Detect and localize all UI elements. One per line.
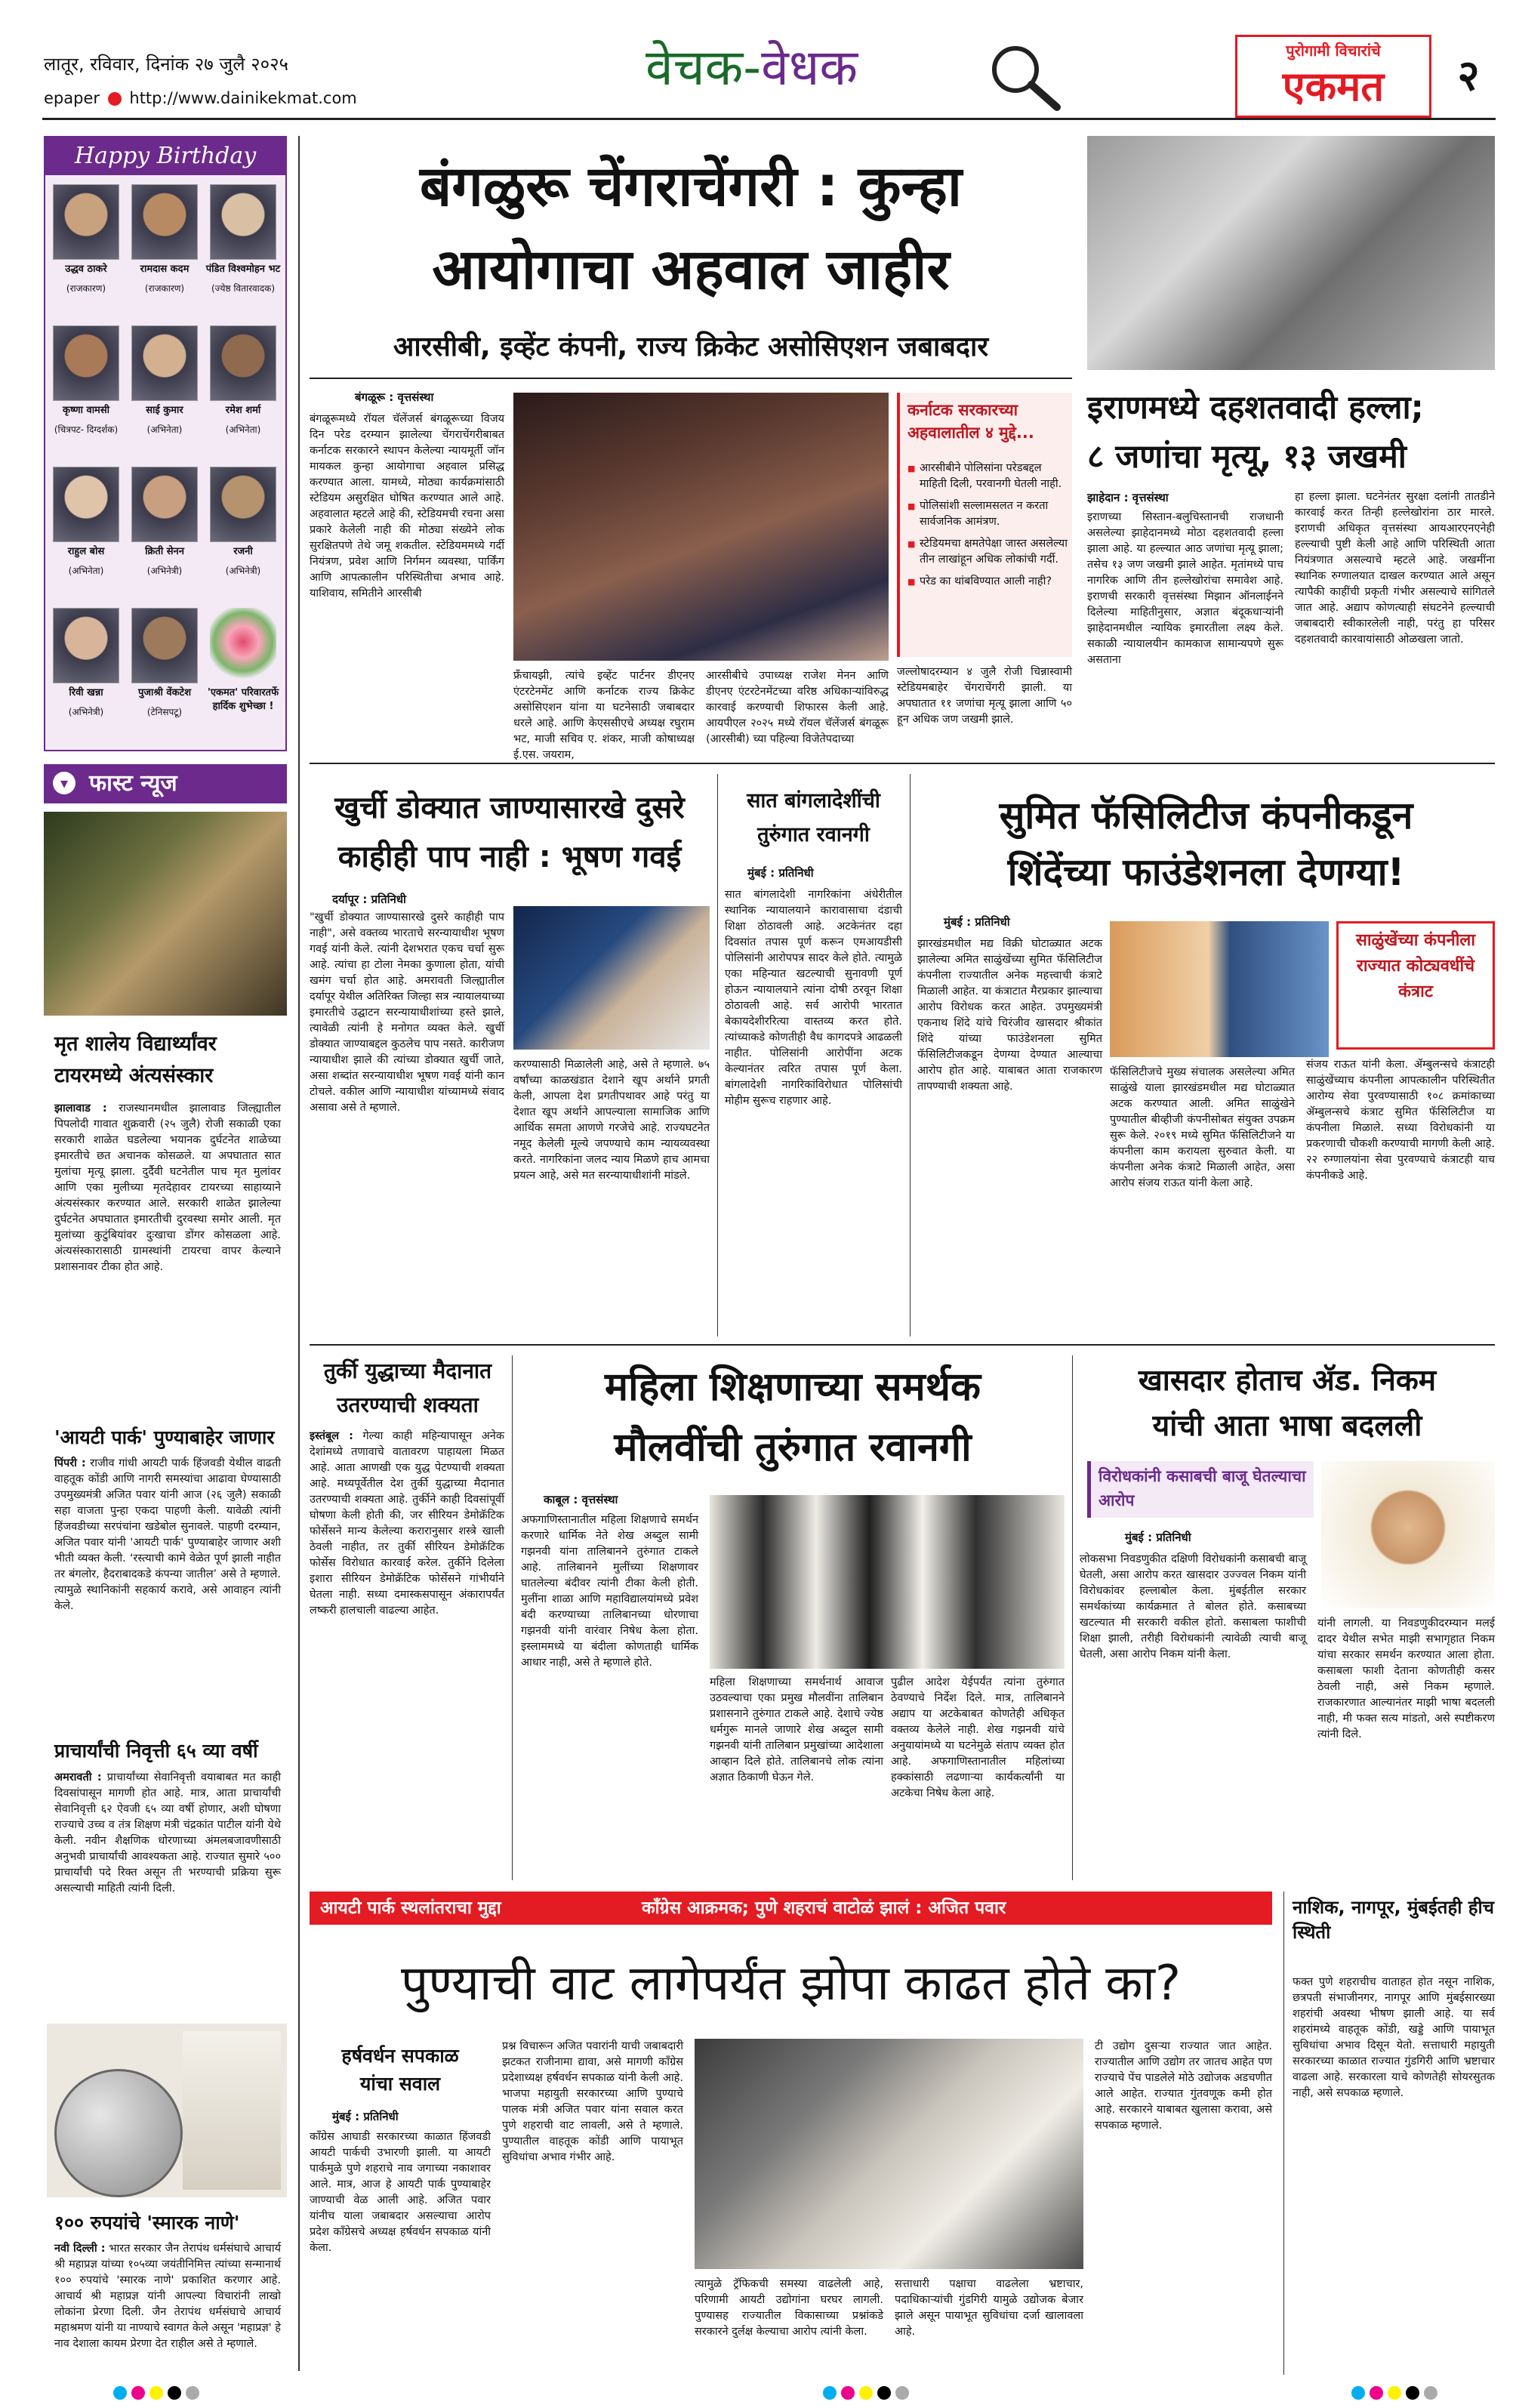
turkey-divider xyxy=(512,1355,513,1880)
birthday-role: (ज्येष्ठ वितारवादक) xyxy=(211,283,276,294)
avatar xyxy=(53,467,119,542)
lead-col-2: फ्रँचायझी, त्यांचे इव्हेंट पार्टनर डीएनए एंटरटेनमेंट आणि कर्नाटक राज्य क्रिकेट असोसिएशन यांना या घटनेसाठी जबाबदार धरले आहे. आणि केएससीएचे अध्यक्ष रघुराम भट, माजी सचिव ए. शंकर, माजी कोषाध्यक्ष ई.एस. जयराम, xyxy=(513,670,695,761)
lead-headline-1: बंगळुरू चेंगराचेंगरी : कुन्हा xyxy=(419,154,963,219)
bullet-icon: ■ xyxy=(907,539,916,549)
epaper-link[interactable] xyxy=(44,89,436,112)
birthday-name: 'एकमत' परिवारतर्फे हार्दिक शुभेच्छा ! xyxy=(207,687,279,712)
birthday-person xyxy=(205,605,281,743)
nikam-col-1: लोकसभा निवडणुकीत दक्षिणी विरोधकांनी कसाबची बाजू घेतली, असा आरोप करत खासदार उज्ज्वल निकम यांनी विरोधकांवर हल्लाबोल केला. मुंबईतील सरकार समर्थकांच्या कार्यक्रमात ते बोलत होते. कसाबच्या खटल्यात मी सरकारी वकील होतो. कसाबला फाशीची शिक्षा झाली, तरीही विरोधकांनी त्यावेळी त्याची बाजू घेतली, असा आरोप निकम यांनी केला. xyxy=(1080,1553,1306,1660)
print-marks-left xyxy=(113,2386,199,2400)
pune-ribbon xyxy=(310,1892,1272,1925)
birthday-role: (अभिनेता) xyxy=(68,566,104,576)
gavai-photo xyxy=(513,906,710,1050)
avatar xyxy=(131,325,198,401)
fast-news-1-title: मृत शालेय विद्यार्थ्यांवर टायरमध्ये अंत्यसंस्कार xyxy=(54,1032,217,1087)
birthday-name: रिवी खन्ना xyxy=(69,687,103,698)
birthday-person xyxy=(205,181,281,319)
birthday-person xyxy=(127,322,202,461)
birthday-person xyxy=(205,322,281,461)
brand-logo: एकमत xyxy=(1282,63,1385,110)
gavai-dateline: दर्यापूर : प्रतिनिधी xyxy=(332,893,406,906)
birthday-name: रजनी xyxy=(233,546,253,557)
nashik-body: फक्त पुणे शहराचीच वाताहत होत नसून नाशिक, छत्रपती संभाजीनगर, नागपूर आणि मुंबईसारख्या शहरांची अवस्था भीषण झाली आहे. या सर्व शहरांमध्ये वाहतूक कोंडी, खड्डे आणि पायाभूत सुविधांचा अभाव दिसून येतो. सत्ताधारी महायुती सरकारच्या काळात राज्यात गुंडगिरी आणि भ्रष्टाचार वाढला आहे. सरकारला याचे कोणतेही सोयरसुतक नाही, असे सपकाळ म्हणाले. xyxy=(1293,1976,1495,2099)
birthday-role: (चित्रपट- दिग्दर्शक) xyxy=(54,424,119,435)
maulvi-divider xyxy=(1072,1355,1073,1880)
iran-col-1: इराणच्या सिस्तान-बलुचिस्तानची राजधानी असलेल्या झाहेदानमध्ये मोठा दहशतवादी हल्ला झाला आहे. या हल्ल्यात आठ जणांचा मृत्यू झाला; तसेच १३ जण जखमी झाले आहेत. मृतांमध्ये पाच नागरिक आणि तीन हल्लेखोरांचा समावेश आहे. इराणची सरकारी वृत्तसंस्था मिझान ऑनलाईनने दिलेल्या माहितीनुसार, अज्ञात बंदूकधाऱ्यांनी झाहेदानमधील न्यायिक इमारतीला लक्ष्य केले. सकाळी न्यायालयीन कामकाज सामान्यपणे सुरू असताना xyxy=(1087,511,1283,666)
nikam-headline-1: खासदार होताच ॲड. निकम xyxy=(1138,1364,1437,1398)
birthday-role: (अभिनेता) xyxy=(225,424,261,435)
nikam-headline-2: यांची आता भाषा बदलली xyxy=(1152,1409,1422,1443)
iran-col-2: हा हल्ला झाला. घटनेनंतर सुरक्षा दलांनी तातडीने कारवाई करत तिन्ही हल्लेखोरांना ठार मारले. इराणची अधिकृत वृत्तसंस्था आयआरएनएनेही हल्ल्याची पुष्टी केली आहे आणि परिस्थिती आता नियंत्रणात असल्याचे म्हटले आहे. जखमींना स्थानिक रुग्णालयात दाखल करण्यात आले असून त्यापैकी काहींची प्रकृती गंभीर असल्याचे सांगितले जात आहे. अद्याप कोणत्याही संघटनेने हल्ल्याची जबाबदारी स्वीकारलेली नाही, परंतु हा परिसर दहशतवादी कारवायांसाठी ओळखला जातो. xyxy=(1295,491,1495,646)
birthday-person xyxy=(127,181,202,319)
lead-headline-2: आयोगाचा अहवाल जाहीर xyxy=(432,237,950,302)
sumit-headline-2: शिंदेंच्या फाउंडेशनला देणग्या! xyxy=(1007,850,1405,894)
nikam-sub-box xyxy=(1087,1461,1314,1518)
coin-title: १०० रुपयांचे 'स्मारक नाणे' xyxy=(54,2212,240,2234)
nikam-photo xyxy=(1321,1461,1495,1608)
birthday-role: (अभिनेता) xyxy=(146,424,183,435)
birthday-person xyxy=(48,181,124,319)
sumit-dateline: मुंबई : प्रतिनिधी xyxy=(944,915,1010,929)
chevron-down-icon: ▾ xyxy=(53,772,75,794)
birthday-role: (टेनिसपटू) xyxy=(146,707,183,717)
bangladesh-divider xyxy=(910,774,911,1337)
gavai-col-2: करण्यासाठी मिळालेली आहे, असे ते म्हणाले. ७५ वर्षांच्या काळखंडात देशाने खूप अर्थाने प्रगती केली, आपला देश प्रगतीपथावर आहे परंतु या देशात खूप अर्थाने आपल्याला सामाजिक आणि आर्थिक समता आणणे गरजेचे आहे. राज्यघटनेत नमूद केलेली मूल्ये जपण्याचे काम न्यायव्यवस्था करते. नागरिकांना जलद न्याय मिळणे हाच आमचा प्रयत्न आहे, असे मत सरन्यायाधीशांनी मांडले. xyxy=(513,1059,710,1182)
epaper-url: http://www.dainikekmat.com xyxy=(129,89,357,107)
lead-rule xyxy=(310,378,1072,379)
sumit-headline-1: सुमित फॅसिलिटीज कंपनीकडून xyxy=(999,794,1413,837)
pune-divider xyxy=(1283,1892,1284,2375)
nikam-col-2: यांनी लागली. या निवडणुकीदरम्यान मलई दादर येथील सभेत माझी सभागृहात निकम यांचा सरकार समर्थन करण्यात आला होता. कसाबला फाशी देताना कोणतीही कसर ठेवली नाही, असे निकम म्हणाले. राजकारणात आल्यानंतर माझी भाषा बदलली नाही, मी फक्त सत्य मांडतो, असे स्पष्टीकरण त्यांनी दिले. xyxy=(1317,1617,1495,1740)
birthday-person xyxy=(48,605,124,743)
dateline: लातूर, रविवार, दिनांक २७ जुलै २०२५ xyxy=(44,54,289,75)
bouquet-image xyxy=(210,608,276,683)
sumit-col-1: झारखंडमधील मद्य विक्री घोटाळ्यात अटक झालेल्या अमित साळुंखेंच्या सुमित फॅसिलिटीज कंपनीला राज्यातील अनेक महत्त्वाची कंत्राटे मिळाली आहेत. या कंत्राटात मैरप्रकार झाल्याचा आरोप विरोधक करत आहेत. उपमुख्यमंत्री एकनाथ शिंदे यांचे चिरंजीव खासदार श्रीकांत शिंदे यांच्या फाउंडेशनला सुमित फॅसिलिटीजकडून देणग्या देण्यात आल्याचा आरोप होत आहे. याबाबत आता राजकारण तापण्याची शक्यता आहे. xyxy=(917,938,1102,1093)
maulvi-col-3: पुढील आदेश येईपर्यंत त्यांना तुरुंगात ठेवण्याचे निर्देश दिले. मात्र, तालिबानने अद्याप या अटकेबाबत कोणतेही अधिकृत वक्तव्य केलेले नाही. शेख गझनवी यांचे अनुयायांमध्ये या घटनेमुळे संताप व्यक्त होत आहे. अफगाणिस्तानातील महिलांच्या हक्कांसाठी लढणाऱ्या कार्यकर्त्यांनी या अटकेचा निषेध केला आहे. xyxy=(891,1676,1065,1799)
bullet-icon: ■ xyxy=(907,577,916,587)
turkey-headline-1: तुर्की युद्धाच्या मैदानात xyxy=(323,1358,492,1383)
birthday-name: उद्धव ठाकरे xyxy=(65,264,107,275)
sumit-col-3: संजय राऊत यांनी केला. ॲम्बुलन्सचे कंत्राटही साळुंखेंच्याच कंपनीला आपत्कालीन परिस्थितीत आरोग्य सेवा पुरवण्यासाठी १०८ क्रमांकाच्या ॲम्बुलन्सचे कंत्राट सुमित फॅसिलिटीज या कंपनीला मिळाले. सध्या विरोधकांनी या प्रकरणाची चौकशी करण्याची मागणी केली आहे. २२ रुग्णालयांना सेवा पुरवण्याचे कंत्राटही याच कंपनीकडे आहे. xyxy=(1306,1059,1495,1182)
maulvi-col-2: महिला शिक्षणाच्या समर्थनार्थ आवाज उठवल्याचा एका प्रमुख मौलवींना तालिबान प्रशासनाने तुरुंगात टाकले आहे. देशाचे ज्येष्ठ धर्मगुरू मानले जाणारे शेख अब्दुल सामी गझनवी यांनी तालिबान प्रमुखांच्या आदेशाला आव्हान दिले होते. तालिबानचे लोक त्यांना अज्ञात ठिकाणी घेऊन गेले. xyxy=(710,1676,883,1784)
birthday-person xyxy=(127,605,202,743)
birthday-role: (अभिनेत्री) xyxy=(225,566,261,576)
key-point: ■ परेड का थांबविण्यात आली नाही? xyxy=(907,574,1070,590)
fast-news-2-title: 'आयटी पार्क' पुण्याबाहेर जाणार xyxy=(54,1426,275,1448)
fast-news-header xyxy=(44,764,287,803)
nashik-title: नाशिक, नागपूर, मुंबईतही हीच स्थिती xyxy=(1293,1897,1494,1943)
bangladesh-headline-1: सात बांगलादेशींची xyxy=(747,789,880,812)
avatar xyxy=(210,184,276,260)
lead-key-points-box xyxy=(897,393,1072,657)
avatar xyxy=(210,325,276,401)
bangladesh-body: सात बांगलादेशी नागरिकांना अंधेरीतील स्थानिक न्यायालयाने कारावासाचा दंडाची शिक्षा ठोठावली आहे. अटकेनंतर दहा दिवसांत तपास पूर्ण करून एमआयडीसी पोलिसांनी आरोपपत्र सादर केले होते. त्यामुळे एका महिन्यात खटल्याची सुनावणी पूर्ण होऊन न्यायालयाने त्यांना दोषी ठरवून शिक्षा ठोठावली आहे. सर्व आरोपी भारतात बेकायदेशीररित्या वास्तव्य करत होते. त्यांच्याकडे कोणतीही वैध कागदपत्रे आढळली नाहीत. पोलिसांनी आरोपींना अटक केल्यानंतर त्वरित तपास पूर्ण केला. बांगलादेशी नागरिकांविरोधात पोलिसांची मोहीम सुरूच राहणार आहे. xyxy=(725,889,902,1107)
coin-photo xyxy=(47,2024,287,2197)
iran-headline-2: ८ जणांचा मृत्यू, १३ जखमी xyxy=(1087,438,1407,476)
turkey-body: इस्तंबूल : गेल्या काही महिन्यापासून अनेक देशांमध्ये तणावाचे वातावरण पाहायला मिळत आहे. आता आणखी एक युद्ध पेटण्याची शक्यता आहे. मध्यपूर्वेतील देश तुर्की युद्धाच्या मैदानात उतरण्याची शक्यता आहे. तुर्कीने काही दिवसांपूर्वी घोषणा केली होती की, जर सीरियन डेमोक्रॅटिक फोर्सेसने मान्य केलेल्या करारानुसार शस्त्रे खाली ठेवली नाहीत, तर तुर्की सीरियन डेमोक्रॅटिक फोर्सेस विरोधात कारवाई करेल. तुर्कीने दिलेला इशारा सीरियन डेमोक्रॅटिक फोर्सेसने गांभीर्याने घेतला नाही. सध्या दमास्कसपासून अंकारापर्यंत लष्करी हालचाली वाढल्या आहेत. xyxy=(310,1430,504,1617)
avatar xyxy=(131,608,198,683)
lead-dateline: बंगळूरू : वृत्तसंस्था xyxy=(355,390,434,404)
key-point: ■ स्टेडियमचा क्षमतेपेक्षा जास्त असलेल्या तीन लाखांहून अधिक लोकांची गर्दी. xyxy=(907,538,1068,566)
birthday-name: कृष्णा वामसी xyxy=(63,405,109,416)
sumit-col-2: फॅसिलिटीजचे मुख्य संचालक असलेल्या अमित साळुंखे याला झारखंडमधील मद्य घोटाळ्यात अटक करण्यात आली. अमित साळुंखेने पुण्यातील बीव्हीजी कंपनीसोबत संयुक्त उपक्रम सुरू केले. २०१९ मध्ये सुमित फॅसिलिटीजने या कंपनीला काम करायला सुरुवात केली. या कंपनीला अनेक कंत्राटे मिळाली आहेत, असा आरोप संजय राऊत यांनी केला आहे. xyxy=(1110,1066,1295,1189)
pune-col-5: टी उद्योग दुसऱ्या राज्यात जात आहेत. राज्यातील आणि उद्योग तर जातच आहेत पण राज्याचे पेंच पाडलेले मोठे उद्योजक अडचणीत आले आहेत. राज्यात गुंतवणूक कमी होत आहे. सरकारने याबाबत खुलासा करावा, असे सपकाळ म्हणाले. xyxy=(1095,2040,1272,2132)
lead-col-3: आरसीबीचे उपाध्यक्ष राजेश मेनन आणि डीएनए एंटरटेनमेंटच्या वरिष्ठ अधिकाऱ्यांविरुद्ध कारवाई करण्याची शिफारस केली आहे. आयपीएल २०२५ मध्ये रॉयल चॅलेंजर्स बंगळूरू (आरसीबी) च्या पहिल्या विजेतेपदाच्या xyxy=(706,670,889,745)
fast-news-photo xyxy=(44,812,287,1016)
birthday-name: साई कुमार xyxy=(146,405,183,416)
iran-dateline: झाहेदान : वृत्तसंस्था xyxy=(1087,491,1169,504)
sumit-highlight-text: साळुंखेंच्या कंपनीला राज्यात कोट्यवधींचे कंत्राट xyxy=(1355,931,1476,1001)
birthday-person xyxy=(127,464,202,602)
birthday-title: Happy Birthday xyxy=(45,137,285,175)
birthday-role: (अभिनेत्री) xyxy=(68,707,104,717)
avatar xyxy=(210,467,276,542)
epaper-label: epaper xyxy=(44,89,100,107)
iran-photo xyxy=(1087,136,1495,370)
row-1-rule xyxy=(310,763,1495,764)
fast-news-3-body: अमरावती : प्राचार्यांच्या सेवानिवृत्ती वयाबाबत मत काही दिवसांपासून मागणी होत आहे. मात्र, आता प्राचार्यांची सेवानिवृत्ती ६२ ऐवजी ६५ व्या वर्षी होणार, अशी घोषणा राज्याचे उच्च व तंत्र शिक्षण मंत्री चंद्रकांत पाटील यांनी येथे केली. नवीन शैक्षणिक धोरणाच्या अंमलबजावणीसाठी अनुभवी प्राचार्यांची आवश्यकता आहे. राज्यात सुमारे ५०० प्राचार्यांची पदे रिक्त असून ती भरण्याची प्रक्रिया सुरू असल्याची माहिती त्यांनी दिली. xyxy=(54,1771,282,1895)
fast-news-3-title: प्राचार्यांची निवृत्ती ६५ व्या वर्षी xyxy=(54,1740,258,1762)
birthday-person xyxy=(48,464,124,602)
print-marks-center xyxy=(823,2386,909,2400)
birthday-name: रामदास कदम xyxy=(140,264,190,275)
turkey-headline-2: उतरण्याची शक्यता xyxy=(337,1392,479,1417)
birthday-name: पंडित विश्वमोहन भट xyxy=(205,264,281,275)
lead-subheadline: आरसीबी, इव्हेंट कंपनी, राज्य क्रिकेट असोसिएशन जबाबदार xyxy=(393,331,989,362)
key-point: ■ पोलिसांशी सल्लामसलत न करता सार्वजनिक आमंत्रण. xyxy=(907,500,1049,528)
avatar xyxy=(131,467,198,542)
fast-news-title: फास्ट न्यूज xyxy=(89,770,177,797)
birthday-name: पुजाश्री वेंकटेश xyxy=(137,687,192,698)
page-number: २ xyxy=(1457,51,1480,100)
birthday-panel xyxy=(44,136,287,751)
pune-kicker-1: हर्षवर्धन सपकाळ xyxy=(341,2045,459,2067)
birthday-name: राहुल बोस xyxy=(67,546,105,557)
pune-col-4: सत्ताधारी पक्षाचा वाढलेला भ्रष्टाचार, पदाधिकाऱ्यांची गुंडगिरी यामुळे उद्योजक बेजार झाले असून पायाभूत सुविधांचा दर्जा खालावला आहे. xyxy=(895,2278,1083,2338)
maulvi-headline-1: महिला शिक्षणाच्या समर्थक xyxy=(605,1364,981,1410)
pune-photo xyxy=(695,2039,1083,2269)
nikam-dateline: मुंबई : प्रतिनिधी xyxy=(1125,1531,1191,1544)
magnifier-icon xyxy=(981,38,1065,113)
pune-col-2: प्रश्न विचारून अजित पवारांनी याची जबाबदारी झटकत राजीनामा द्यावा, असे मागणी काँग्रेस प्रदेशाध्यक्ष हर्षवर्धन सपकाळ यांनी केली आहे. भाजपा महायुती सरकारच्या आणि पुण्याचे पालक मंत्री अजित पवार यांना सवाल करत पुणे शहराची वाट लावली, असे ते म्हणाले. पुण्यातील वाहतूक कोंडी आणि पायाभूत सुविधांचा अभाव गंभीर आहे. xyxy=(502,2040,683,2163)
maulvi-dateline: काबूल : वृत्तसंस्था xyxy=(544,1493,618,1506)
nikam-sub: विरोधकांनी कसाबची बाजू घेतल्याचा आरोप xyxy=(1098,1467,1306,1509)
fast-news-1-body: झालावाड : राजस्थानमधील झालावाड जिल्ह्यातील पिपलोदी गावात शुक्रवारी (२५ जुलै) रोजी सकाळी एका सरकारी शाळेत घडलेल्या भयानक दुर्घटनेत शाळेच्या इमारतीचे छत अचानक कोसळले. या अपघातात सात मुलांचा मृत्यू झाला. दुर्दैवी घटनेतील पाच मृत मुलांवर आणि एका मुलीच्या मृतदेहावर टायरच्या साहाय्याने अंत्यसंस्कार करण्यात आले. सरकारी शाळेत झालेल्या दुर्घटनेत अपघातात इमारतीची दुरवस्था समोर आली. मृत मुलांच्या कुटुंबियांवर दुःखाचा डोंगर कोसळला आहे. अंत्यसंस्कारासाठी ग्रामस्थांनी टायरचा वापर केल्याने प्रशासनावर टीका होत आहे. xyxy=(54,1102,282,1273)
bullet-icon: ■ xyxy=(907,464,916,473)
bullet-icon: ■ xyxy=(907,501,916,511)
portrait-image xyxy=(183,2031,281,2190)
ribbon-right: काँग्रेस आक्रमक; पुणे शहराचं वाटोळं झालं : अजित पवार xyxy=(642,1898,1006,1918)
globe-icon xyxy=(108,92,122,106)
bangladesh-dateline: मुंबई : प्रतिनिधी xyxy=(747,866,814,880)
birthday-role: (अभिनेत्री) xyxy=(146,566,183,576)
birthday-name: रमेश शर्मा xyxy=(225,405,261,416)
key-points-list xyxy=(907,461,1070,653)
masthead xyxy=(0,0,1516,121)
avatar xyxy=(53,608,119,683)
gavai-headline-1: खुर्ची डोक्यात जाण्यासारखे दुसरे xyxy=(334,791,685,825)
gavai-col-1: "खुर्ची डोक्यात जाण्यासारखे दुसरे काहीही पाप नाही", असे वक्तव्य भारताचे सरन्यायाधीश भूषण गवई यांनी केले. त्यांनी देशभरात एकच चर्चा सुरू आहे. त्यांचा हा टोला नेमका कुणाला होता, यांची खमंग चर्चा होत आहे. अमरावती जिल्ह्यातील दर्यापूर येथील अतिरिक्त जिल्हा सत्र न्यायालयाच्या इमारतीचे उद्घाटन सरन्यायाधीशांच्या हस्ते झाले, त्यावेळी त्यांनी हे मनोगत व्यक्त केले. खुर्ची डोक्यात जाण्याबद्दल कुठलेच पाप नसते. कारीजण न्यायाधीश झाले की त्यांच्या डोक्यात खुर्ची जाते, असा शब्दांत सरन्यायाधीश भूषण गवई यांनी कान टोचले. वकील आणि न्यायाधीश यांच्यामध्ये संवाद असावा असे ते म्हणाले. xyxy=(310,911,504,1114)
left-column-divider xyxy=(298,136,300,2371)
gavai-headline-2: काहीही पाप नाही : भूषण गवई xyxy=(337,840,682,874)
maulvi-photo xyxy=(710,1495,1065,1669)
lead-photo xyxy=(513,393,889,661)
lead-col-1: बंगळूरूमध्ये रॉयल चॅलेंजर्स बंगळूरूच्या विजय दिन परेड दरम्यान झालेल्या चेंगराचेंगरीबाबत कर्नाटक सरकारने स्थापन केलेल्या न्यायमूर्ती जॉन मायकल कुन्हा आयोगाचा अहवाल प्रसिद्ध करण्यात आला. यामध्ये, मोठ्या कार्यक्रमांसाठी स्टेडियम असुरक्षित घोषित करण्यात आले आहे. अहवालात म्हटले आहे की, स्टेडियमची रचना असा प्रकारे केलेली नाही की मोठ्या संख्येने लोक सुरक्षितपणे तेथे जमू शकतील. स्टेडियममध्ये गर्दी नियंत्रण, प्रवेश आणि निर्गमन व्यवस्था, पार्किंग आणि आपत्कालीन परिस्थितीचा अभाव आहे. याशिवाय, समितीने आरसीबी xyxy=(310,413,504,600)
gavai-divider xyxy=(717,774,718,1337)
row-2-rule xyxy=(310,1344,1495,1346)
coin-body: नवी दिल्ली : भारत सरकार जैन तेरापंथ धर्मसंघाचे आचार्य श्री महाप्रज्ञ यांच्या १०५व्या जयंतीनिमित्त त्यांच्या सन्मानार्थ १०० रुपयांचे 'स्मारक नाणे' प्रकाशित करणार आहे. आचार्य श्री महाप्रज्ञ यांनी आपल्या विचारांनी लाखो लोकांना प्रेरणा दिली. जैन तेरापंथ धर्मसंघाचे आचार्य महाश्रमण यांनी या नाण्याचे स्वागत केले असून 'महाप्रज्ञ' हे नाव देशाला कायम प्रेरणा देत राहील असे ते म्हणाले. xyxy=(54,2243,282,2350)
birthday-person xyxy=(205,464,281,602)
birthday-name: क्रिती सेनन xyxy=(145,546,184,557)
coin-image xyxy=(54,2069,183,2197)
pune-col-1: काँग्रेस आघाडी सरकारच्या काळात हिंजवडी आयटी पार्कची उभारणी झाली. या आयटी पार्कमुळे पुणे शहराचे नाव जगाच्या नकाशावर आले. मात्र, आज हे आयटी पार्क पुण्याबाहेर जाण्याची वेळ आली आहे. अजित पवार यांनीच याला जबाबदार असल्याचा आरोप प्रदेश काँग्रेसचे अध्यक्ष हर्षवर्धन सपकाळ यांनी केला. xyxy=(310,2131,491,2254)
bangladesh-headline-2: तुरुंगात रवानगी xyxy=(757,823,870,846)
pune-dateline: मुंबई : प्रतिनिधी xyxy=(332,2110,399,2123)
brand-box xyxy=(1235,35,1431,118)
maulvi-col-1: अफगाणिस्तानातील महिला शिक्षणाचे समर्थन करणारे धार्मिक नेते शेख अब्दुल सामी गझनवी यांना तालिबानने तुरुंगात टाकले आहे. तालिबानने मुलींच्या शिक्षणावर घातलेल्या बंदीवर त्यांनी टीका केली होती. मुलींना शाळा आणि महाविद्यालयांमध्ये प्रवेश बंदी करण्याच्या तालिबानच्या धोरणाचा गझनवी यांनी वारंवार निषेध केला होता. इस्लाममध्ये या बंदीला कोणताही धार्मिक आधार नाही, असे ते म्हणाले होते. xyxy=(521,1514,698,1669)
brand-tagline: पुरोगामी विचारांचे xyxy=(1286,42,1381,60)
section-title: वेचक-वेधक xyxy=(646,39,858,97)
birthday-role: (राजकारण) xyxy=(144,283,185,294)
ribbon-left: आयटी पार्क स्थलांतराचा मुद्दा xyxy=(320,1898,501,1918)
pune-kicker-2: यांचा सवाल xyxy=(359,2073,441,2095)
masthead-rule xyxy=(42,118,1496,120)
birthday-person xyxy=(48,322,124,461)
avatar xyxy=(53,184,119,260)
pune-headline: पुण्याची वाट लागेपर्यंत झोपा काढत होते का? xyxy=(401,1956,1181,2012)
print-marks-right xyxy=(1351,2386,1437,2400)
pune-col-3: त्यामुळे ट्रॅफिकची समस्या वाढलेली आहे, परिणामी आयटी उद्योगांना घरघर लागली. पुण्यासह राज्यातील विकासाच्या प्रश्नांकडे सरकारने दुर्लक्ष केल्याचा आरोप त्यांनी केला. xyxy=(695,2278,883,2338)
sumit-highlight-box xyxy=(1336,921,1495,1050)
fast-news-2-body: पिंपरी : राजीव गांधी आयटी पार्क हिंजवडी येथील वाढती वाहतूक कोंडी आणि नागरी समस्यांचा आढावा घेण्यासाठी उपमुख्यमंत्री अजित पवार यांनी आज (२६ जुलै) सकाळी सहा वाजता पुन्हा एकदा पाहणी केली. यावेळी त्यांनी हिंजवडीच्या सरपंचांना खडेबोल सुनावले. पाहणी दरम्यान, अजित पवार यांनी 'आयटी पार्क' पुण्याबाहेर जाणार अशी भीती व्यक्त केली. ‘रस्त्याची कामे वेळेत पूर्ण झाली नाहीत तर बंगलोर, हैदराबादकडे कंपन्या जातील’ असे ते म्हणाले. त्यामुळे स्थानिकांनी सहकार्य करावे, असे आवाहन त्यांनी केले. xyxy=(54,1457,282,1612)
avatar xyxy=(53,325,119,401)
avatar xyxy=(131,184,198,260)
key-points-title: कर्नाटक सरकारच्या अहवालातील ४ मुद्दे... xyxy=(907,401,1034,442)
birthday-grid xyxy=(48,181,284,748)
iran-headline-1: इराणमध्ये दहशतवादी हल्ला; xyxy=(1087,389,1424,427)
lead-box-tail: जल्लोषादरम्यान ४ जुलै रोजी चिन्नास्वामी स्टेडियमबाहेर चेंगराचेंगरी झाली. या अपघातात ११ जणांचा मृत्यू झाला आणि ५० हून अधिक जण जखमी झाले. xyxy=(897,666,1072,726)
birthday-role: (राजकारण) xyxy=(66,283,106,294)
maulvi-headline-2: मौलवींची तुरुंगात रवानगी xyxy=(614,1425,972,1470)
key-point: ■ आरसीबीने पोलिसांना परेडबद्दल माहिती दिली, परवानगी घेतली नाही. xyxy=(907,462,1062,490)
sumit-photo xyxy=(1110,921,1329,1057)
